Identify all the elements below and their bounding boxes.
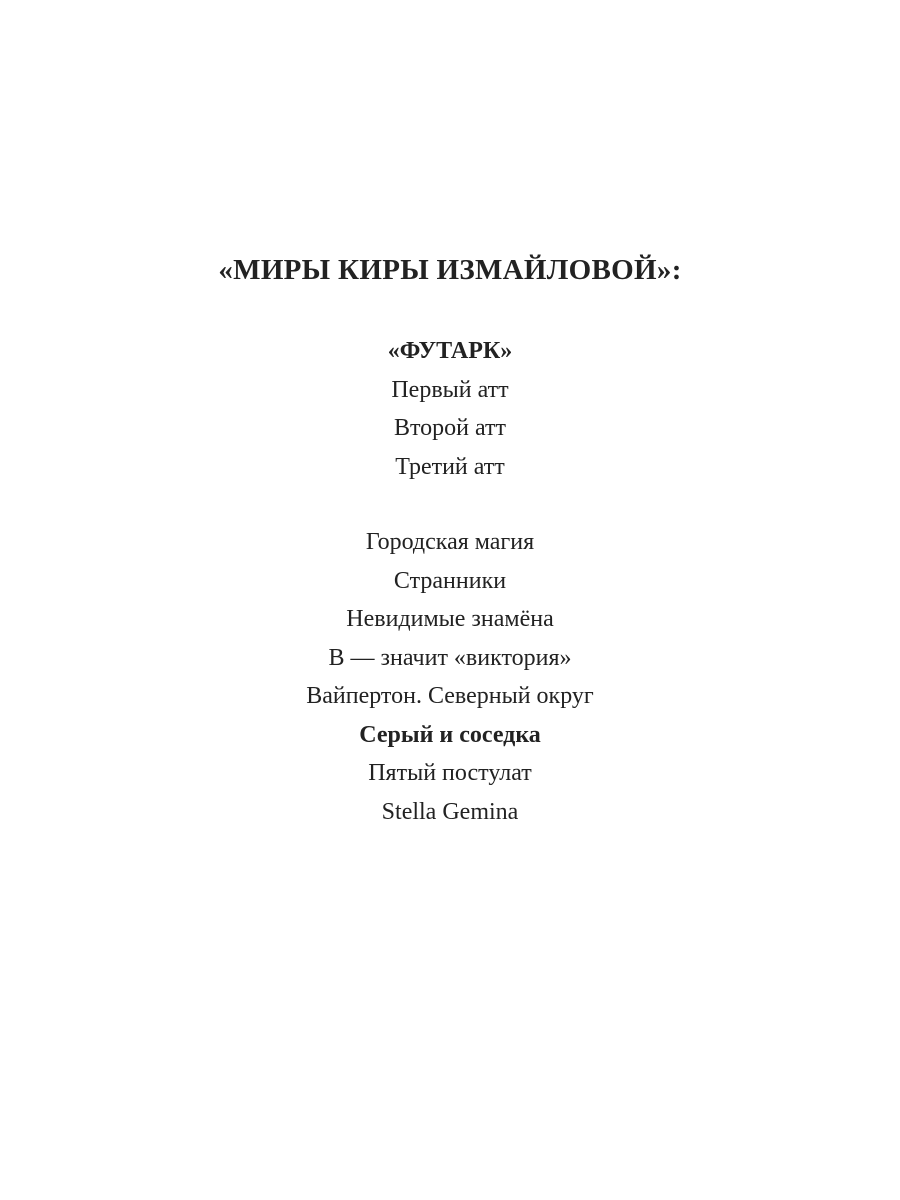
series-item: Второй атт: [393, 415, 507, 441]
book-title: Городская магия: [365, 529, 535, 555]
book-title-current: Серый и соседка: [359, 721, 541, 748]
book-title: Невидимые знамёна: [346, 606, 554, 632]
series-item: Первый атт: [391, 376, 509, 403]
books-list: [0, 523, 900, 831]
book-title: В — значит «виктория»: [328, 644, 572, 671]
series-futhark-list: [0, 332, 900, 486]
book-title: Пятый постулат: [368, 760, 532, 786]
book-title: Странники: [393, 567, 507, 594]
series-title: «ФУТАРК»: [387, 338, 513, 364]
book-title: Вайпертон. Северный округ: [306, 683, 594, 709]
series-item: Третий атт: [395, 453, 505, 480]
book-title: Stella Gemina: [381, 798, 519, 825]
page-heading: «МИРЫ КИРЫ ИЗМАЙЛОВОЙ»:: [218, 254, 682, 286]
